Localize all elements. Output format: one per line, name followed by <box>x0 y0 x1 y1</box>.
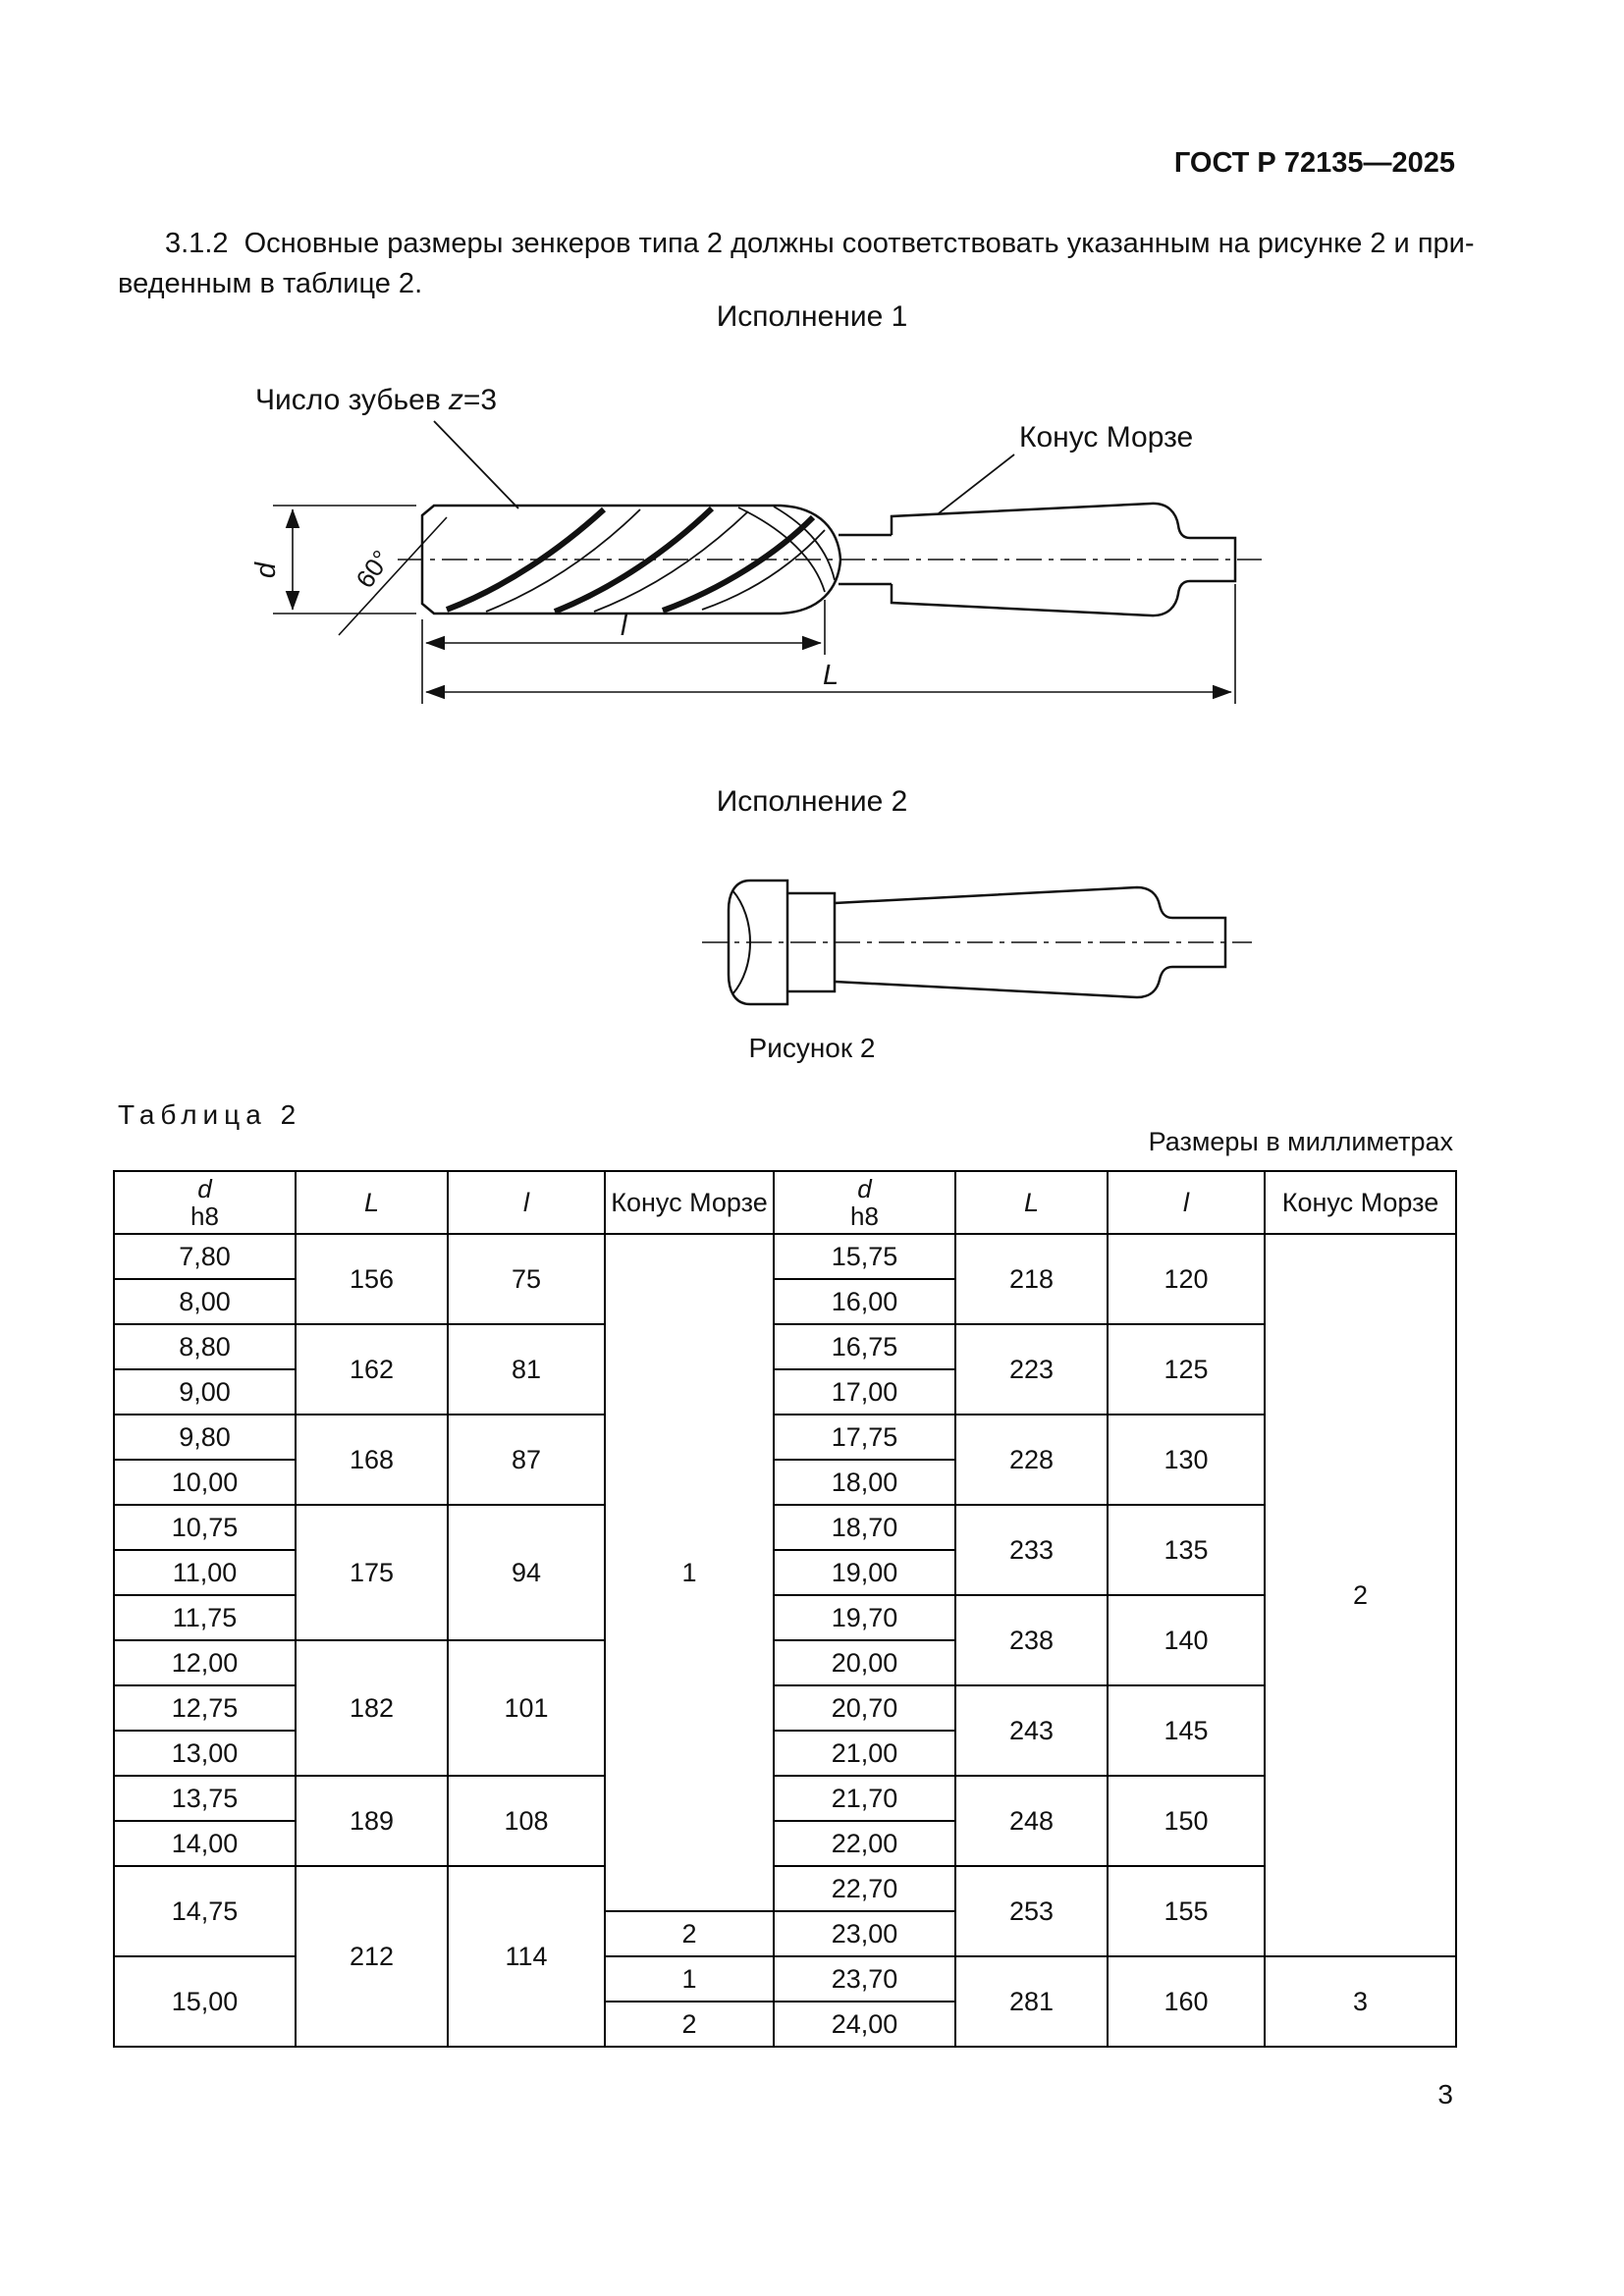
cell-d: 19,70 <box>774 1595 955 1640</box>
cell-d: 16,00 <box>774 1279 955 1324</box>
cell-L: 218 <box>955 1234 1108 1324</box>
cell-l: 75 <box>448 1234 605 1324</box>
cell-L: 243 <box>955 1685 1108 1776</box>
cell-L: 253 <box>955 1866 1108 1956</box>
countersink-exec2-svg <box>687 849 1276 1045</box>
cell-morse: 3 <box>1265 1956 1456 2047</box>
col-header-l-left: l <box>448 1171 605 1234</box>
cell-d: 12,00 <box>114 1640 296 1685</box>
cell-d: 15,00 <box>114 1956 296 2047</box>
cell-d: 8,00 <box>114 1279 296 1324</box>
cell-d: 9,00 <box>114 1369 296 1415</box>
cell-morse: 2 <box>1265 1234 1456 1956</box>
col-header-L-left: L <box>296 1171 448 1234</box>
cell-d: 8,80 <box>114 1324 296 1369</box>
cell-l: 160 <box>1108 1956 1265 2047</box>
cell-morse: 1 <box>605 1234 774 1911</box>
col-header-L-right: L <box>955 1171 1108 1234</box>
teeth-leader-line <box>434 421 518 508</box>
table-row <box>114 1866 1456 1911</box>
flute-line-2 <box>594 511 748 612</box>
table-header-row <box>114 1171 1456 1234</box>
countersink-exec1-svg <box>137 348 1316 741</box>
cell-l: 87 <box>448 1415 605 1505</box>
cell-l: 114 <box>448 1866 605 2047</box>
cell-L: 212 <box>296 1866 448 2047</box>
col-header-l-right: l <box>1108 1171 1265 1234</box>
cell-d: 11,00 <box>114 1550 296 1595</box>
page-number: 3 <box>1437 2079 1453 2109</box>
cell-l: 145 <box>1108 1685 1265 1776</box>
cell-l: 94 <box>448 1505 605 1640</box>
dim-d-label: d <box>250 561 282 579</box>
cell-l: 101 <box>448 1640 605 1776</box>
cell-L: 233 <box>955 1505 1108 1595</box>
cell-l: 135 <box>1108 1505 1265 1595</box>
cell-morse: 2 <box>605 2002 774 2047</box>
cell-L: 281 <box>955 1956 1108 2047</box>
cell-d: 23,00 <box>774 1911 955 1956</box>
cell-d: 13,75 <box>114 1776 296 1821</box>
cell-d: 23,70 <box>774 1956 955 2002</box>
cell-L: 228 <box>955 1415 1108 1505</box>
document-title: ГОСТ Р 72135—2025 <box>1173 147 1455 179</box>
cell-d: 14,00 <box>114 1821 296 1866</box>
cell-d: 13,00 <box>114 1731 296 1776</box>
paragraph-line-2: веденным в таблице 2. <box>118 268 423 299</box>
cell-d: 10,75 <box>114 1505 296 1550</box>
table-title: Таблица 2 <box>118 1099 302 1130</box>
cell-d: 18,00 <box>774 1460 955 1505</box>
dim-L-label: L <box>823 660 839 691</box>
cell-l: 120 <box>1108 1234 1265 1324</box>
table-row <box>114 1234 1456 1279</box>
cell-L: 168 <box>296 1415 448 1505</box>
flute-line-1 <box>486 509 640 612</box>
exec1-heading: Исполнение 1 <box>716 300 908 333</box>
cell-d: 15,75 <box>774 1234 955 1279</box>
paragraph-line-1: 3.1.2 Основные размеры зенкеров типа 2 должны соответствовать указанным на рисунке 2 и при- <box>165 228 1475 259</box>
cell-d: 22,70 <box>774 1866 955 1911</box>
cell-d: 17,00 <box>774 1369 955 1415</box>
cell-morse: 1 <box>605 1956 774 2002</box>
cell-l: 140 <box>1108 1595 1265 1685</box>
table-row <box>114 1776 1456 1821</box>
cell-l: 155 <box>1108 1866 1265 1956</box>
cell-L: 248 <box>955 1776 1108 1866</box>
cell-d: 22,00 <box>774 1821 955 1866</box>
cell-d: 21,70 <box>774 1776 955 1821</box>
figure-caption: Рисунок 2 <box>748 1033 876 1063</box>
col-header-d-left: d h8 <box>114 1171 296 1234</box>
cell-l: 150 <box>1108 1776 1265 1866</box>
cell-d: 20,00 <box>774 1640 955 1685</box>
cell-L: 156 <box>296 1234 448 1324</box>
table-row <box>114 1415 1456 1460</box>
col-header-morse-right: Конус Морзе <box>1265 1171 1456 1234</box>
cell-d: 14,75 <box>114 1866 296 1956</box>
table-row <box>114 1324 1456 1369</box>
teeth-callout-label: Число зубьев z=3 <box>255 384 498 416</box>
cell-d: 24,00 <box>774 2002 955 2047</box>
cell-d: 18,70 <box>774 1505 955 1550</box>
cell-L: 162 <box>296 1324 448 1415</box>
cell-l: 81 <box>448 1324 605 1415</box>
figure-exec2-drawing <box>687 849 1276 1050</box>
flute-line-3 <box>702 530 825 610</box>
cell-d: 12,75 <box>114 1685 296 1731</box>
cell-d: 17,75 <box>774 1415 955 1460</box>
morse-leader-line <box>939 454 1014 513</box>
cell-L: 182 <box>296 1640 448 1776</box>
cell-L: 175 <box>296 1505 448 1640</box>
table-row <box>114 1505 1456 1550</box>
cell-d: 21,00 <box>774 1731 955 1776</box>
dim-l-label: l <box>621 611 627 642</box>
cell-morse: 2 <box>605 1911 774 1956</box>
morse-callout-label: Конус Морзе <box>1019 421 1194 454</box>
cell-d: 19,00 <box>774 1550 955 1595</box>
cell-d: 10,00 <box>114 1460 296 1505</box>
dimensions-table <box>113 1170 1457 2048</box>
cell-l: 130 <box>1108 1415 1265 1505</box>
col-header-d-right: d h8 <box>774 1171 955 1234</box>
figure-exec1-drawing <box>137 348 1316 746</box>
cell-d: 16,75 <box>774 1324 955 1369</box>
cell-d: 20,70 <box>774 1685 955 1731</box>
table-units-note: Размеры в миллиметрах <box>1148 1127 1453 1156</box>
cell-d: 11,75 <box>114 1595 296 1640</box>
cell-L: 189 <box>296 1776 448 1866</box>
cell-L: 223 <box>955 1324 1108 1415</box>
cell-d: 7,80 <box>114 1234 296 1279</box>
col-header-morse-left: Конус Морзе <box>605 1171 774 1234</box>
cell-d: 9,80 <box>114 1415 296 1460</box>
exec2-heading: Исполнение 2 <box>716 785 908 818</box>
paragraph-3-1-2 <box>118 224 1492 304</box>
chamfer-angle-label: 60° <box>350 545 397 594</box>
cell-l: 125 <box>1108 1324 1265 1415</box>
cell-l: 108 <box>448 1776 605 1866</box>
cell-L: 238 <box>955 1595 1108 1685</box>
